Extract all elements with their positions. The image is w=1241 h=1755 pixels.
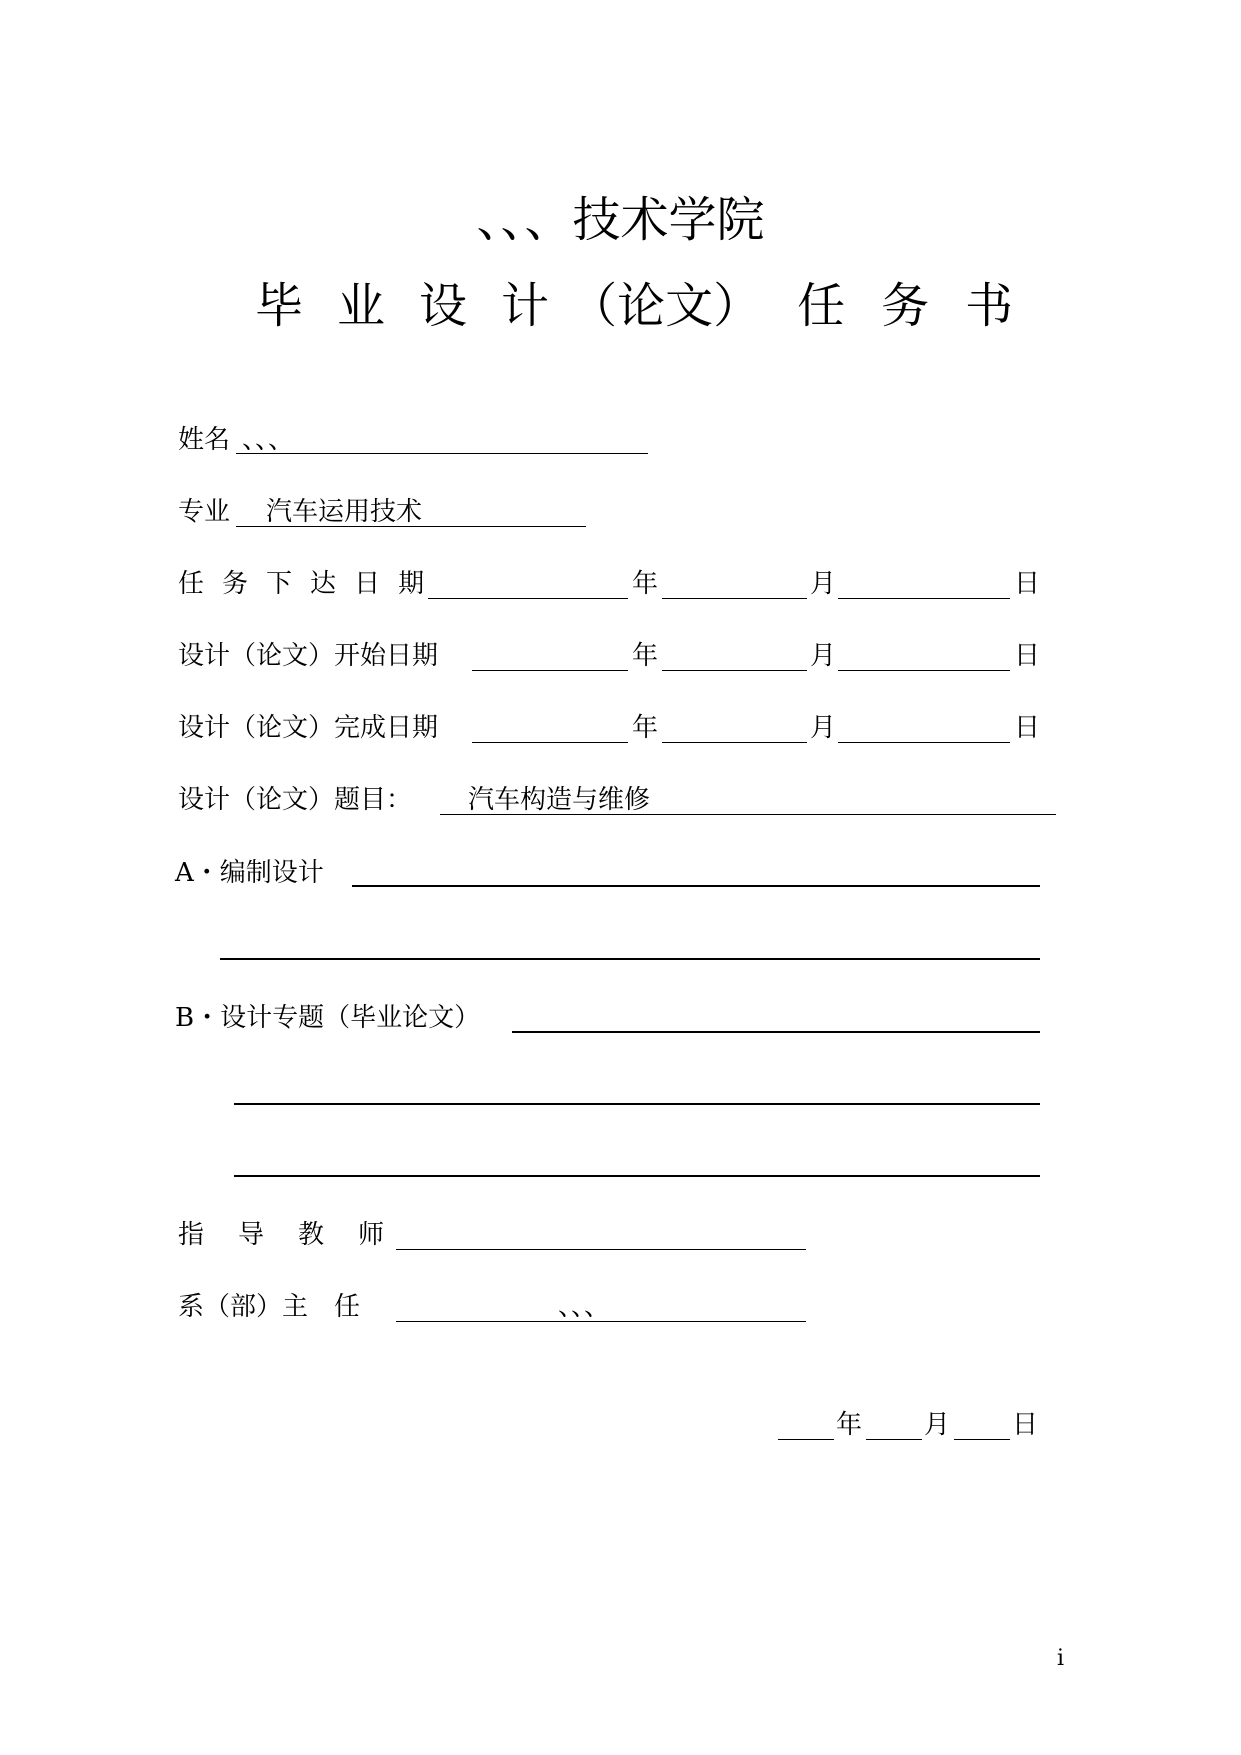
finish-day-line[interactable] — [838, 742, 1010, 743]
footer-year-line[interactable] — [778, 1439, 834, 1440]
start-day-line[interactable] — [838, 670, 1010, 671]
label-char: 务 — [222, 569, 249, 599]
dept-head-value[interactable]: 、、、 — [558, 1292, 611, 1322]
major-label: 专业 — [178, 497, 231, 527]
finish-year-line[interactable] — [472, 742, 628, 743]
label-char: 指 — [178, 1220, 205, 1250]
document-title — [255, 278, 1013, 334]
part-b-line-1[interactable] — [512, 1031, 1040, 1033]
assign-day-line[interactable] — [838, 598, 1010, 599]
major-underline — [236, 526, 586, 527]
major-value[interactable]: 汽车运用技术 — [266, 497, 423, 527]
start-date-label: 设计（论文）开始日期 — [178, 641, 439, 671]
part-b-line-3[interactable] — [234, 1175, 1040, 1177]
footer-month-line[interactable] — [866, 1439, 922, 1440]
assign-year-line[interactable] — [428, 598, 628, 599]
title-char: 书 — [965, 278, 1014, 334]
start-year-label: 年 — [632, 641, 659, 671]
label-char: 日 — [354, 569, 381, 599]
title-char: 毕 — [255, 278, 304, 334]
footer-year-label: 年 — [836, 1410, 863, 1440]
finish-month-line[interactable] — [662, 742, 807, 743]
title-char: 设 — [419, 278, 468, 334]
page-number: i — [1057, 1646, 1065, 1671]
footer-month-label: 月 — [924, 1410, 951, 1440]
school-name: 、、、技术学院 — [476, 192, 765, 248]
start-month-label: 月 — [810, 641, 837, 671]
label-char: 下 — [266, 569, 293, 599]
footer-day-label: 日 — [1012, 1410, 1039, 1440]
topic-label: 设计（论文）题目： — [178, 785, 413, 815]
footer-day-line[interactable] — [954, 1439, 1010, 1440]
name-label: 姓名 — [178, 425, 231, 455]
assign-month-line[interactable] — [662, 598, 807, 599]
advisor-label — [178, 1220, 384, 1250]
dept-head-underline — [396, 1321, 806, 1322]
label-char: 教 — [298, 1220, 325, 1250]
finish-date-label: 设计（论文）完成日期 — [178, 713, 439, 743]
finish-day-label: 日 — [1014, 713, 1041, 743]
title-char: 业 — [337, 278, 386, 334]
start-month-line[interactable] — [662, 670, 807, 671]
part-b-label: B・设计专题（毕业论文） — [175, 1003, 481, 1033]
title-char: （论文） — [569, 278, 762, 334]
part-a-line-2[interactable] — [220, 958, 1040, 960]
topic-underline — [440, 814, 1056, 815]
start-day-label: 日 — [1014, 641, 1041, 671]
label-char: 导 — [238, 1220, 265, 1250]
name-value[interactable]: 、、、 — [242, 425, 295, 455]
part-a-line-1[interactable] — [352, 885, 1040, 887]
topic-value[interactable]: 汽车构造与维修 — [468, 785, 651, 815]
part-a-label: A・编制设计 — [175, 858, 324, 888]
assign-month-label: 月 — [810, 569, 837, 599]
label-char: 期 — [398, 569, 425, 599]
assign-year-label: 年 — [632, 569, 659, 599]
label-char: 达 — [310, 569, 337, 599]
label-char: 任 — [178, 569, 205, 599]
title-char: 计 — [501, 278, 550, 334]
finish-month-label: 月 — [810, 713, 837, 743]
start-year-line[interactable] — [472, 670, 628, 671]
finish-year-label: 年 — [632, 713, 659, 743]
assign-date-label — [178, 569, 424, 599]
dept-head-label: 系（部）主 任 — [178, 1292, 361, 1322]
label-char: 师 — [358, 1220, 385, 1250]
title-char: 务 — [881, 278, 930, 334]
advisor-underline[interactable] — [396, 1249, 806, 1250]
assign-day-label: 日 — [1014, 569, 1041, 599]
title-char: 任 — [797, 278, 846, 334]
part-b-line-2[interactable] — [234, 1103, 1040, 1105]
name-underline — [236, 453, 648, 454]
